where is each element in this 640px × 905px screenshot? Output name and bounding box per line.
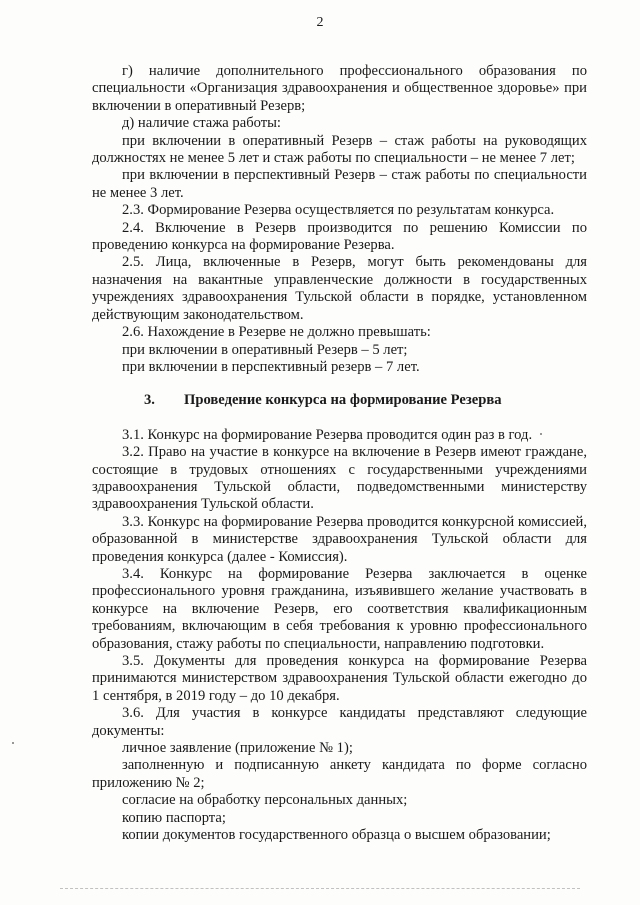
section-title: Проведение конкурса на формирование Резерва (184, 392, 502, 409)
paragraph-2-4: 2.4. Включение в Резерв производится по решению Комиссии по проведению конкурса на формирование Резерва. (92, 219, 587, 254)
list-item-consent: согласие на обработку персональных данных; (122, 792, 408, 809)
list-item-questionnaire: заполненную и подписанную анкету кандидата по форме согласно приложению № 2; (92, 757, 587, 791)
paragraph-3-2: 3.2. Право на участие в конкурсе на включение в Резерв имеют граждане, состоящие в трудовых отношениях с государственными учреждениями здравоохранения Тульской области, подведомственными министерству здравоохранения Тульской области. (92, 444, 587, 513)
paragraph-3-4: 3.4. Конкурс на формирование Резерва заключается в оценке профессионального уровня гражданина, изъявившего желание участвовать в конкурсе на включение Резерв, его соответствия квалификационным требованиям, включающим в себя требования к уровню профессионального образования, стажу работы по специальности, направлению подготовки. (92, 565, 587, 652)
paragraph-operative-experience: при включении в оперативный Резерв – стаж работы на руководящих должностях не менее 5 лет и стаж работы по специальности – не менее 7 лет; (92, 132, 587, 167)
paragraph-2-5: 2.5. Лица, включенные в Резерв, могут быть рекомендованы для назначения на вакантные управленческие должности в государственных учреждениях здравоохранения Тульской области в порядке, установленном действующим законодательством. (92, 254, 587, 323)
paragraph-item-g: г) наличие дополнительного профессионального образования по специальности «Организация здравоохранения и общественное здоровье» при включении в оперативный Резерв; (92, 63, 587, 114)
list-item-diploma: копии документов государственного образца о высшем образовании; (122, 827, 551, 844)
paragraph-prospective-term: при включении в перспективный резерв – 7 лет. (122, 358, 420, 375)
paragraph-2-6: 2.6. Нахождение в Резерве не должно превышать: (122, 324, 431, 341)
paragraph-3-6: 3.6. Для участия в конкурсе кандидаты представляют следующие документы: (92, 705, 587, 739)
list-item-passport: копию паспорта; (122, 809, 226, 826)
scan-edge-line (60, 888, 580, 889)
paragraph-prospective-experience: при включении в перспективный Резерв – стаж работы по специальности не менее 3 лет. (92, 167, 587, 201)
paragraph-3-3: 3.3. Конкурс на формирование Резерва проводится конкурсной комиссией, образованной в министерстве здравоохранения Тульской области для проведения конкурса (далее - Комиссия). (92, 513, 587, 565)
paragraph-3-5: 3.5. Документы для проведения конкурса на формирование Резерва принимаются министерством здравоохранения Тульской области ежегодно до 1 сентября, в 2019 году – до 10 декабря. (92, 653, 587, 704)
page-number: 2 (316, 15, 324, 30)
paragraph-3-1: 3.1. Конкурс на формирование Резерва проводится один раз в год. (122, 426, 533, 443)
list-item-application: личное заявление (приложение № 1); (122, 740, 353, 757)
scan-speck (540, 433, 542, 435)
paragraph-operative-term: при включении в оперативный Резерв – 5 лет; (122, 341, 408, 358)
document-body (92, 63, 587, 844)
paragraph-2-3: 2.3. Формирование Резерва осуществляется по результатам конкурса. (122, 202, 555, 219)
section-number: 3. (144, 392, 155, 409)
scan-speck (12, 742, 14, 744)
section-heading (92, 392, 587, 409)
paragraph-item-d: д) наличие стажа работы: (122, 115, 281, 132)
